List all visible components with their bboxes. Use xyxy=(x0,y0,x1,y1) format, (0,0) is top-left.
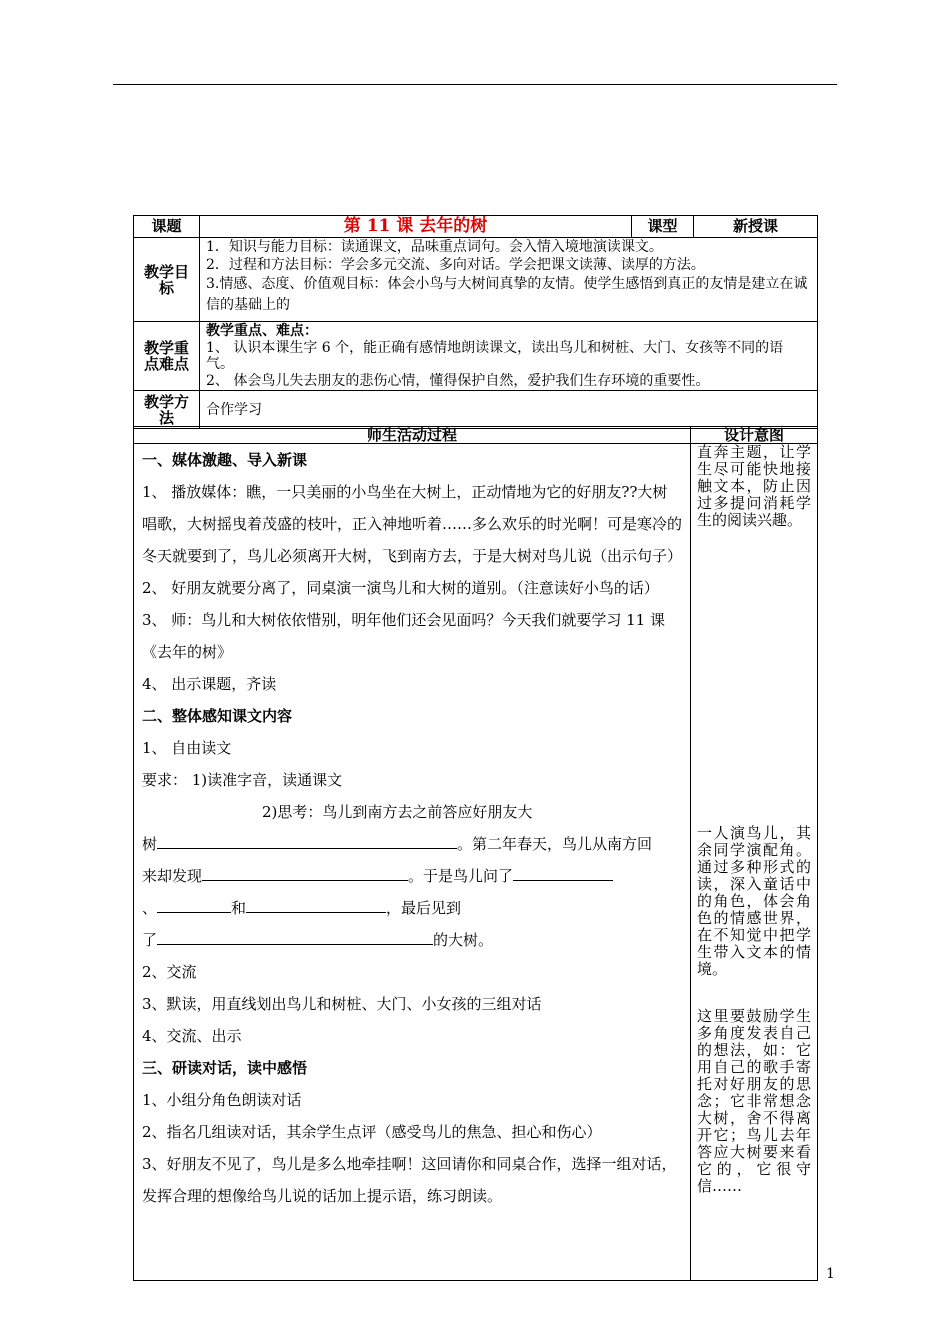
lesson-info-table xyxy=(133,215,818,429)
paragraph: 4、 出示课题，齐读 xyxy=(142,675,277,693)
process-content xyxy=(134,444,691,1281)
answer-blank[interactable] xyxy=(202,866,408,881)
answer-blank[interactable] xyxy=(246,898,386,913)
section-3-title: 三、研读对话，读中感悟 xyxy=(142,1059,308,1077)
paragraph: 2、指名几组读对话，其余学生点评（感受鸟儿的焦急、担心和伤心） xyxy=(142,1123,602,1141)
key-points-heading: 教学重点、难点： xyxy=(206,323,318,339)
topic-label: 课题 xyxy=(134,216,200,238)
intent-note: 这里要鼓励学生多角度发表自己的想法，如：它用自己的歌手寄托对好朋友的思念；它非常想念大树，舍不得离开它；鸟儿去年答应大树要来看它的，它很守信…… xyxy=(697,1007,811,1195)
paragraph: 3、好朋友不见了，鸟儿是多么地牵挂啊！这回请你和同桌合作，选择一组对话，发挥合理的想像给鸟儿说的话加上提示语，练习朗读。 xyxy=(142,1155,677,1205)
key-points-content xyxy=(200,322,818,391)
paragraph: 1、 播放媒体：瞧，一只美丽的小鸟坐在大树上，正动情地为它的好朋友??大树唱歌，大树摇曳着茂盛的枝叶，正入神地听着……多么欢乐的时光啊！可是寒冷的冬天就要到了，鸟儿必须离开大树，飞到南方去，于是大树对鸟儿说（出示句子） xyxy=(142,483,683,565)
answer-blank[interactable] xyxy=(157,898,231,913)
requirement: 要求： 1)读准字音，读通课文 xyxy=(142,771,343,789)
paragraph: 2、 好朋友就要分离了，同桌演一演鸟儿和大树的道别。（注意读好小鸟的话） xyxy=(142,579,659,597)
lesson-type-value: 新授课 xyxy=(694,216,818,238)
key-point-item: 2、 体会鸟儿失去朋友的悲伤心情，懂得保护自然，爱护我们生存环境的重要性。 xyxy=(206,373,710,389)
section-1-title: 一、媒体激趣、导入新课 xyxy=(142,451,308,469)
activity-table xyxy=(133,426,818,1281)
key-points-label: 教学重点难点 xyxy=(134,322,200,391)
fill-blank-line: 了 的大树。 xyxy=(142,931,494,949)
page-number: 1 xyxy=(826,1266,835,1282)
paragraph: 4、交流、出示 xyxy=(142,1027,242,1045)
paragraph: 3、默读，用直线划出鸟儿和树桩、大门、小女孩的三组对话 xyxy=(142,995,542,1013)
fill-blank-line: 来却发现 。于是鸟儿问了 xyxy=(142,860,682,892)
fill-blank-line: 、 和 ，最后见到 xyxy=(142,899,462,917)
answer-blank[interactable] xyxy=(513,866,613,881)
method-value: 合作学习 xyxy=(200,391,818,429)
paragraph: 2、交流 xyxy=(142,963,197,981)
thinking-question: 2)思考：鸟儿到南方去之前答应好朋友大 xyxy=(262,803,533,821)
paragraph: 1、 自由读文 xyxy=(142,739,232,757)
header-rule xyxy=(113,84,837,85)
answer-blank[interactable] xyxy=(157,834,457,849)
goal-item: 2．过程和方法目标：学会多元交流、多向对话。学会把课文读薄、读厚的方法。 xyxy=(206,257,705,273)
key-point-item: 1、 认识本课生字 6 个，能正确有感情地朗读课文，读出鸟儿和树桩、大门、女孩等不同的语气。 xyxy=(206,340,784,372)
paragraph: 3、 师：鸟儿和大树依依惜别，明年他们还会见面吗？今天我们就要学习 11 课《去年的树》 xyxy=(142,611,665,661)
goal-item: 3.情感、态度、价值观目标：体会小鸟与大树间真挚的友情。使学生感悟到真正的友情是建立在诚信的基础上的 xyxy=(206,276,808,313)
paragraph: 1、小组分角色朗读对话 xyxy=(142,1091,302,1109)
section-2-title: 二、整体感知课文内容 xyxy=(142,707,293,725)
lesson-type-label: 课型 xyxy=(632,216,694,238)
goal-item: 1．知识与能力目标：读通课文，品味重点词句。会入情入境地演读课文。 xyxy=(206,239,663,255)
answer-blank[interactable] xyxy=(157,930,433,945)
intent-column-header: 设计意图 xyxy=(691,427,818,444)
intent-note: 一人演鸟儿，其余同学演配角。通过多种形式的读，深入童话中的角色，体会角色的情感世界，在不知觉中把学生带入文本的情境。 xyxy=(697,824,811,978)
method-label: 教学方法 xyxy=(134,391,200,429)
fill-blank-line: 树 。第二年春天，鸟儿从南方回 xyxy=(142,835,653,853)
intent-note: 直奔主题，让学生尽可能快地接触文本，防止因过多提问消耗学生的阅读兴趣。 xyxy=(697,443,811,529)
goals-label: 教学目标 xyxy=(134,238,200,322)
process-column-header: 师生活动过程 xyxy=(134,427,691,444)
lesson-title: 第 11 课 去年的树 xyxy=(200,216,632,238)
intent-content xyxy=(691,444,818,1281)
goals-content xyxy=(200,238,818,322)
